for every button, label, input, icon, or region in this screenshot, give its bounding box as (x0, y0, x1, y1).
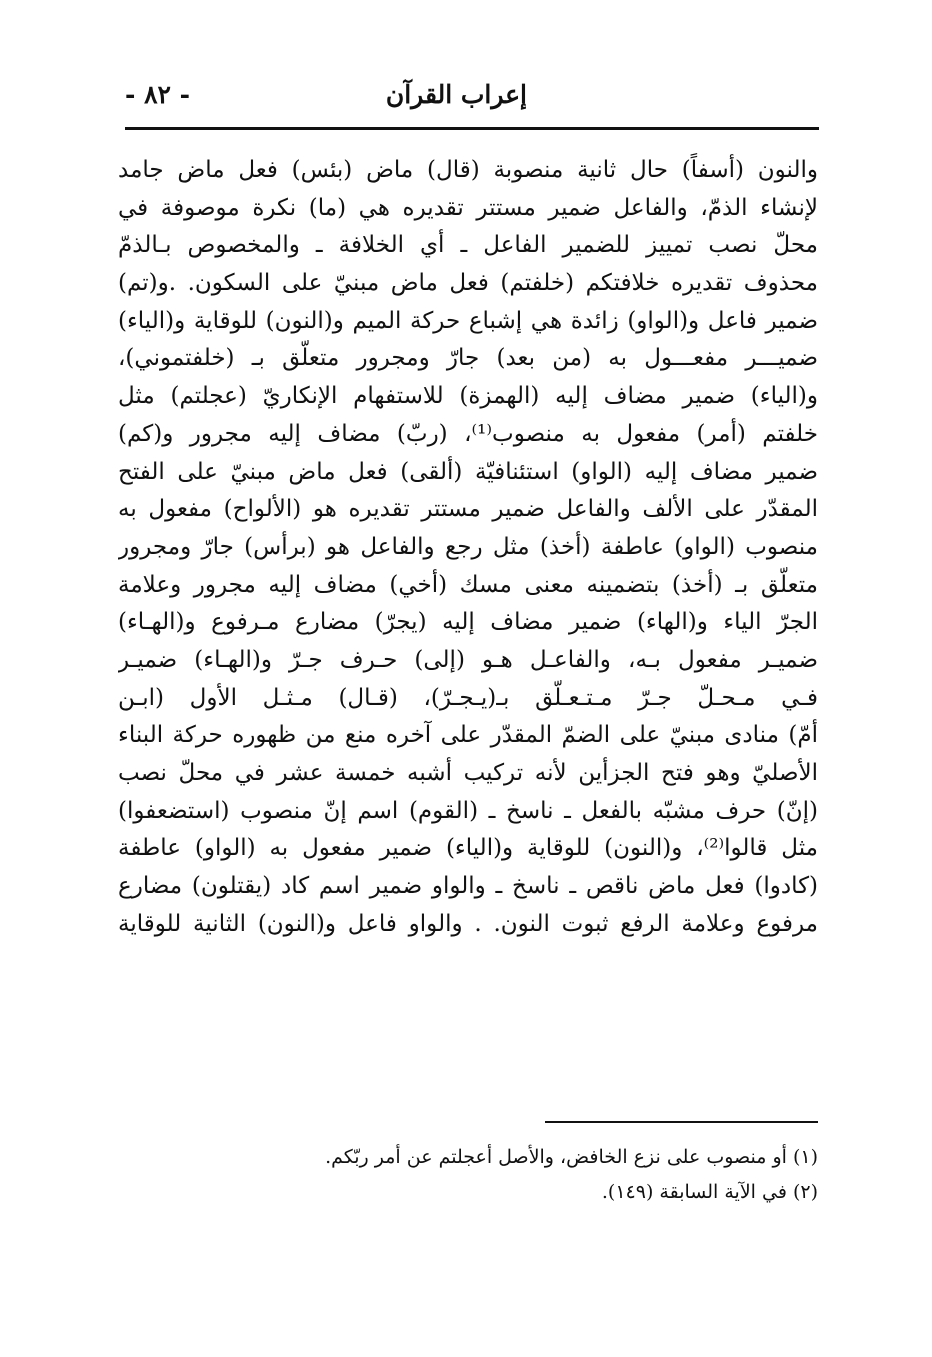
text-line: (إنّ) حرف مشبّه بالفعل ـ ناسخ ـ (القوم) اسم إنّ منصوب (استضعفوا) (118, 797, 818, 824)
text-line: والنون (أسفاً) حال ثانية منصوبة (قال) ماض (بئس) فعل ماض جامد (118, 157, 818, 183)
text-line: الجرّ الياء و(الهاء) ضمير مضاف إليه (يجرّ) مضارع مـرفوع و(الهـاء) (118, 609, 818, 636)
text-line: متعلّق بـ (أخذ) بتضمينه معنى مسك (أخي) مضاف إليه مجرور وعلامة (118, 571, 818, 598)
text-line: ضميـر مفعول بـه، والفاعـل هـو (إلى) حـرف جـرّ و(الهـاء) ضميـر (118, 646, 818, 673)
text-line: فـي مـحـلّ جـرّ مـتـعـلّق بـ(يـجـرّ)، (قـال) مـثـل الأول (ابـن (118, 684, 818, 711)
text-line: مثل قالوا⁽²⁾، و(النون) للوقاية و(الياء) ضمير مفعول به (الواو) عاطفة (118, 835, 818, 862)
main-text (118, 152, 818, 943)
page-number: - ٨٢ - (125, 80, 191, 109)
book-title: إعراب القرآن (385, 80, 527, 109)
running-header (125, 78, 819, 126)
text-line: لإنشاء الذمّ، والفاعل ضمير مستتر تقديره هي (ما) نكرة موصوفة في (118, 194, 818, 221)
text-line: أمّ) منادى مبنيّ على الضمّ المقدّر على آخره منع من ظهوره حركة البناء (118, 722, 818, 749)
text-line: و(الياء) ضمير مضاف إليه (الهمزة) للاستفهام الإنكاريّ (عجلتم) مثل (118, 383, 818, 410)
footnote: (٢) في الآية السابقة (١٤٩). (601, 1181, 818, 1203)
text-line: المقدّر على الألف والفاعل ضمير مستتر تقديره هو (الألواح) مفعول به (118, 496, 818, 523)
text-line: خلفتم (أمر) مفعول به منصوب⁽¹⁾، (ربّ) مضاف إليه مجرور و(كم) (118, 420, 818, 447)
text-line: مرفوع وعلامة الرفع ثبوت النون. . والواو فاعل و(النون) الثانية للوقاية (118, 910, 818, 937)
text-line: محذوف تقديره خلافتكم (خلفتم) فعل ماض مبنيّ على السكون. .و(تم) (118, 270, 818, 297)
text-line: ضمير فاعل و(الواو) زائدة هي إشباع حركة الميم و(النون) للوقاية و(الياء) (118, 307, 818, 334)
footnote-rule (545, 1121, 818, 1123)
header-rule (125, 127, 819, 130)
text-line: (كادوا) فعل ماض ناقص ـ ناسخ ـ والواو ضمير اسم كاد (يقتلون) مضارع (118, 873, 818, 900)
text-line: الأصليّ وهو فتح الجزأين لأنه تركيب أشبه خمسة عشر في محلّ نصب (118, 760, 818, 786)
footnotes (118, 1140, 818, 1210)
text-line: ضمير مضاف إليه (الواو) استئنافيّة (ألقى) فعل ماض مبنيّ على الفتح (118, 458, 818, 485)
text-line: محلّ نصب تمييز للضمير الفاعل ـ أي الخلافة ـ والمخصوص بـالذمّ (118, 232, 818, 259)
footnote: (١) أو منصوب على نزع الخافض، والأصل أعجلتم عن أمر ربّكم. (325, 1146, 818, 1168)
text-line: منصوب (الواو) عاطفة (أخذ) مثل رجع والفاعل هو (برأس) جارّ ومجرور (118, 533, 818, 560)
text-line: ضميـــر مفعـــول به (من بعد) جارّ ومجرور متعلّق بـ (خلفتموني)، (118, 345, 818, 372)
